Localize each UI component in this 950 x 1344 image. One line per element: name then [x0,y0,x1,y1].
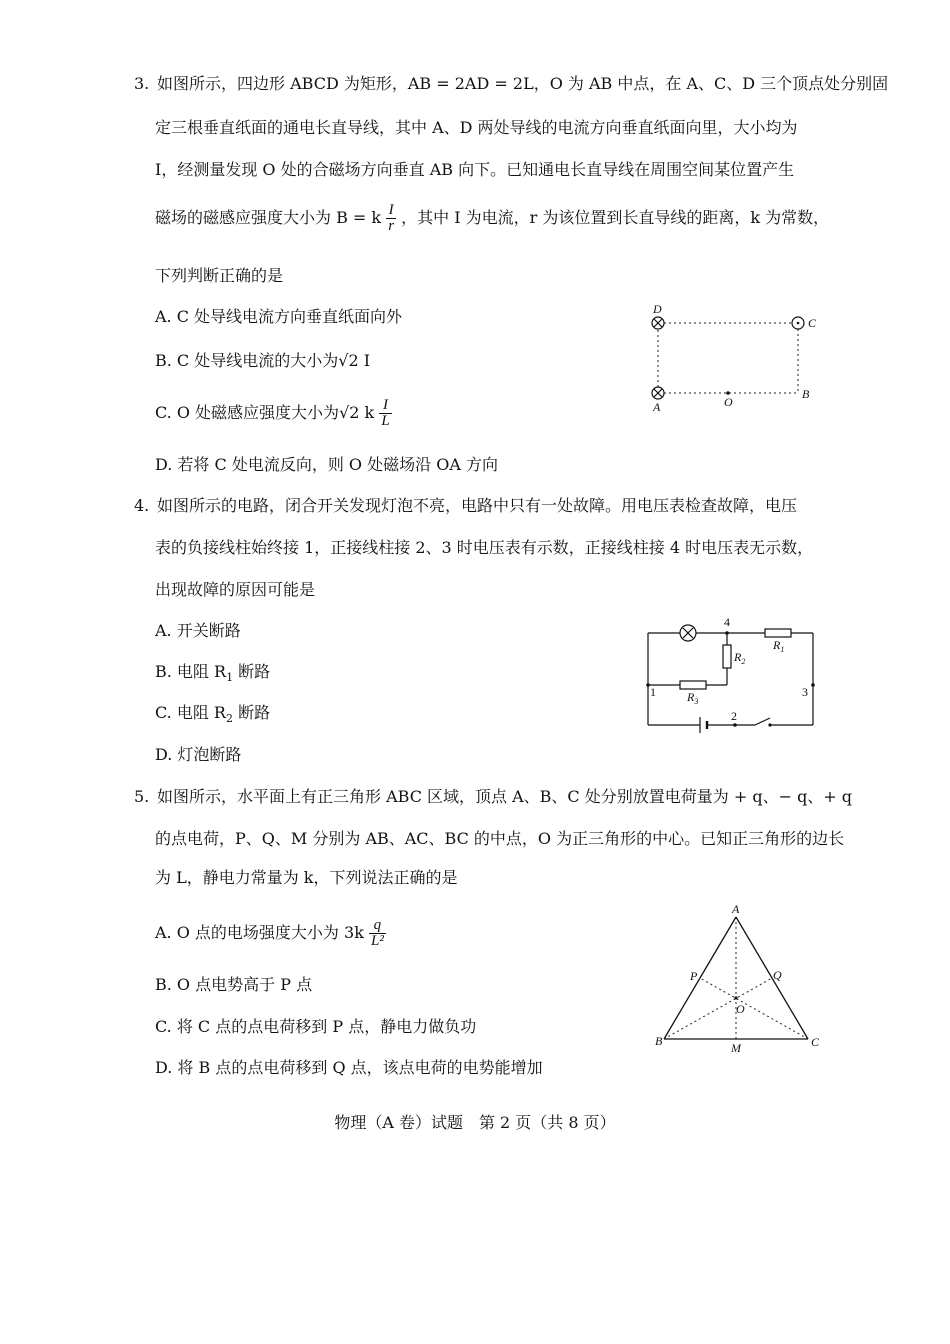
q3-text-line1: 如图所示，四边形 ABCD 为矩形，AB = 2AD = 2L，O 为 AB 中点，在 A、C、D 三个顶点处分别固 [157,74,889,93]
point-o-dot [734,996,737,999]
resistor-r3-icon [680,681,706,689]
label-o: O [736,1002,745,1016]
q3-option-c-coef: √2 k [339,403,375,422]
q4-option-c-sub: 2 [225,712,233,726]
q5-option-a-fraction [369,918,386,949]
q3-option-c-text: C. O 处磁感应强度大小为 [155,403,340,422]
q3-option-b-value: √2 I [338,351,371,370]
q4-option-c [155,703,270,729]
resistor-r2-icon [723,645,731,668]
q3-text-line2: 定三根垂直纸面的通电长直导线，其中 A、D 两处导线的电流方向垂直纸面向里，大小均为 [155,118,798,137]
junction-4-dot [725,631,729,635]
q3-option-c-fraction [379,398,391,429]
q4-number: 4. [134,496,150,515]
label-p: P [690,969,698,983]
q4-option-b-text: B. 电阻 R [155,662,227,681]
q3-option-b [155,351,370,371]
q5-option-a [155,918,386,949]
q5-option-a-text: A. O 点的电场强度大小为 3k [155,923,364,942]
label-a: A [732,902,740,916]
q3-option-b-text: B. C 处导线电流的大小为 [155,351,339,370]
wire-a-into-page-icon [652,387,664,399]
label-node-4: 4 [724,615,730,629]
wire-c-out-of-page-icon [792,317,804,329]
q3-number: 3. [134,74,150,93]
label-b: B [802,387,810,401]
q4-text-line3: 出现故障的原因可能是 [155,580,316,599]
q5-option-c: C. 将 C 点的点电荷移到 P 点，静电力做负功 [155,1017,477,1036]
junction-2-dot [733,723,737,727]
q5-option-a-numerator: q [369,918,386,934]
label-node-2: 2 [731,709,737,723]
q4-option-c-text: C. 电阻 R [155,703,226,722]
label-c: C [811,1035,820,1049]
q3-text-line3: I，经测量发现 O 处的合磁场方向垂直 AB 向下。已知通电长直导线在周围空间某位置产生 [155,160,795,179]
label-q: Q [773,968,782,982]
q5-option-b: B. O 点电势高于 P 点 [155,975,313,994]
label-r3: $R_3$ [687,690,699,706]
q4-text-line2: 表的负接线柱始终接 1，正接线柱接 2、3 时电压表有示数，正接线柱接 4 时电压表无示数， [155,538,814,557]
q5-text-line2: 的点电荷，P、Q、M 分别为 AB、AC、BC 的中点，O 为正三角形的中心。已知正三角形的边长 [155,829,845,848]
q4-option-d: D. 灯泡断路 [155,745,242,764]
q3-rectangle-figure [640,300,830,415]
label-c: C [808,316,817,330]
junction-3-dot [811,683,815,687]
q5-option-d: D. 将 B 点的点电荷移到 Q 点，该点电荷的电势能增加 [155,1058,543,1077]
q3-formula-denominator: r [388,218,395,234]
label-r1: $R_1$ [773,638,785,654]
q3-formula-tail: ，其中 I 为电流，r 为该位置到长直导线的距离，k 为常数， [401,208,830,227]
q5-text-line1: 如图所示，水平面上有正三角形 ABC 区域，顶点 A、B、C 处分别放置电荷量为 + q、− q、+ q [157,787,853,806]
switch-icon [755,718,772,727]
lamp-icon [680,625,696,641]
q4-option-b-sub: 1 [226,671,234,685]
battery-icon [700,717,707,733]
label-o: O [724,395,733,409]
q5-text-line3: 为 L，静电力常量为 k，下列说法正确的是 [155,868,458,887]
q3-option-c-denominator: L [381,413,390,429]
q3-option-d: D. 若将 C 处电流反向，则 O 处磁场沿 OA 方向 [155,455,498,474]
q5-option-a-denominator: L² [371,933,384,949]
resistor-r1-icon [765,629,791,637]
label-m: M [731,1041,741,1054]
label-a: A [653,400,661,414]
q3-option-a: A. C 处导线电流方向垂直纸面向外 [155,307,403,326]
q4-option-b [155,662,270,688]
q5-number: 5. [134,787,150,806]
label-r2: $R_2$ [734,650,746,666]
q4-option-b-tail: 断路 [233,662,271,681]
label-node-1: 1 [650,685,656,699]
q3-option-c-numerator: I [379,398,391,414]
label-d: D [653,302,662,316]
label-b: B [655,1034,663,1048]
q3-formula-numerator: I [386,203,396,219]
q4-option-a: A. 开关断路 [155,621,241,640]
q3-text-line5: 下列判断正确的是 [155,266,284,285]
q3-formula-lead: 磁场的磁感应强度大小为 B = k [155,208,382,227]
q3-text-line4 [155,203,829,234]
q4-option-c-tail: 断路 [232,703,271,722]
page-footer: 物理（A 卷）试题 第 2 页（共 8 页） [334,1113,616,1132]
q4-text-line1: 如图所示的电路，闭合开关发现灯泡不亮，电路中只有一处故障。用电压表检查故障，电压 [157,496,798,515]
q3-formula-fraction [386,203,396,234]
q4-circuit-figure [640,612,825,737]
wire-d-into-page-icon [652,317,664,329]
label-node-3: 3 [802,685,808,699]
q5-triangle-figure [650,902,830,1054]
q3-option-c [155,398,392,429]
